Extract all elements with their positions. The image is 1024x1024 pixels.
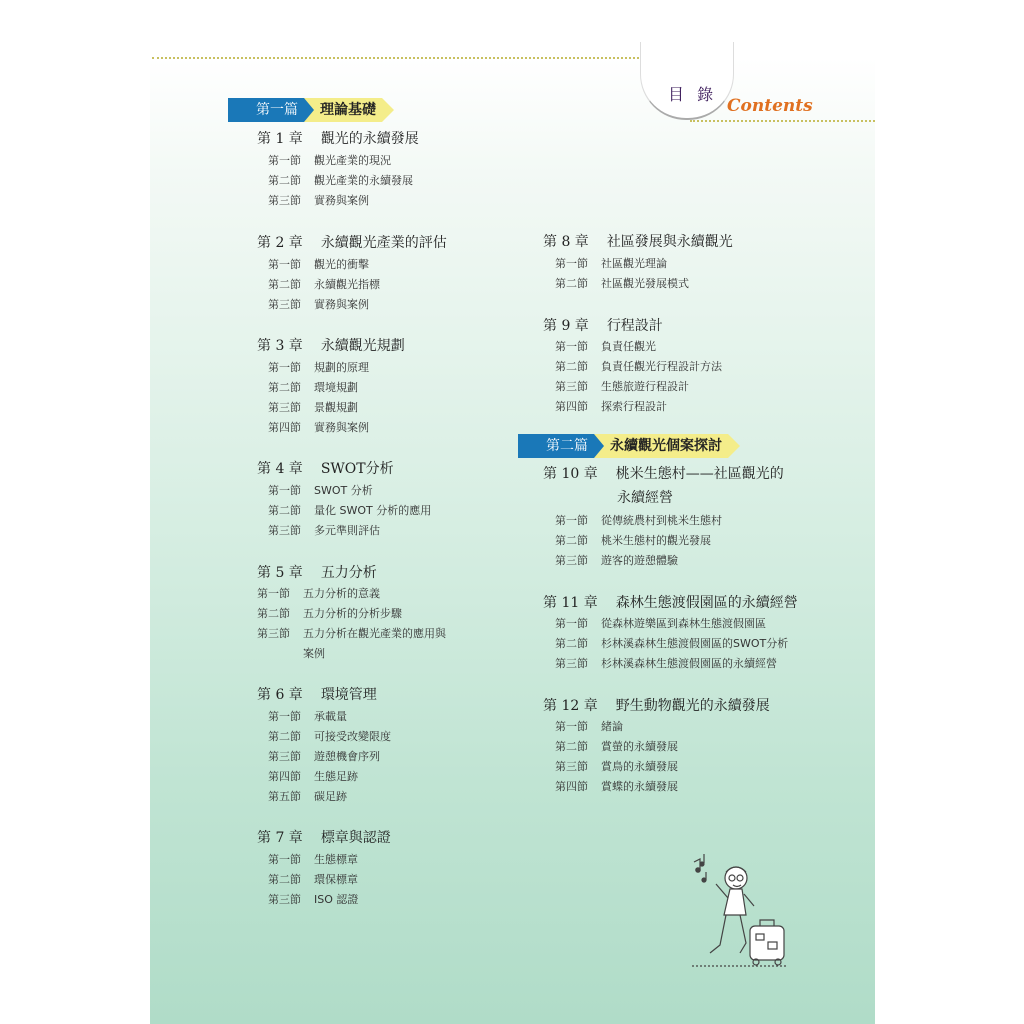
section-item[interactable] xyxy=(268,192,369,208)
section-title: 杉林溪森林生態渡假園區的SWOT分析 xyxy=(601,637,789,650)
section-item[interactable] xyxy=(555,718,623,734)
section-title: 實務與案例 xyxy=(314,421,369,434)
section-item[interactable] xyxy=(268,502,431,518)
section-label: 第一節 xyxy=(555,257,588,270)
section-title: 環境規劃 xyxy=(314,381,358,394)
section-title: 緒論 xyxy=(601,720,623,733)
section-item[interactable] xyxy=(268,359,369,375)
section-item[interactable] xyxy=(257,585,380,601)
section-title: 實務與案例 xyxy=(314,298,369,311)
section-label: 第三節 xyxy=(268,750,301,763)
traveler-illustration xyxy=(688,848,792,970)
section-title: 從森林遊樂區到森林生態渡假園區 xyxy=(601,617,766,630)
section-title: 生態旅遊行程設計 xyxy=(601,380,689,393)
dotted-border-right xyxy=(690,120,875,122)
section-label: 第三節 xyxy=(257,627,290,640)
section-label: 第一節 xyxy=(555,720,588,733)
section-label: 第三節 xyxy=(555,554,588,567)
chapter-number: 第 4 章 xyxy=(257,461,303,477)
chapter-number: 第 2 章 xyxy=(257,235,303,251)
section-item[interactable] xyxy=(268,296,369,312)
section-label: 第二節 xyxy=(555,637,588,650)
section-label: 第二節 xyxy=(555,534,588,547)
section-item[interactable] xyxy=(257,605,402,621)
section-label: 第二節 xyxy=(268,504,301,517)
section-item[interactable] xyxy=(555,398,667,414)
part-label: 第二篇 xyxy=(518,434,594,458)
section-item[interactable] xyxy=(268,871,358,887)
section-item[interactable] xyxy=(555,512,722,528)
section-title: 規劃的原理 xyxy=(314,361,369,374)
section-label: 第二節 xyxy=(268,174,301,187)
section-label: 第四節 xyxy=(555,400,588,413)
section-item[interactable] xyxy=(268,152,391,168)
section-item[interactable] xyxy=(268,748,380,764)
section-item[interactable] xyxy=(555,358,722,374)
section-item[interactable] xyxy=(268,708,347,724)
section-title: 社區觀光發展模式 xyxy=(601,277,689,290)
section-label: 第四節 xyxy=(268,770,301,783)
section-item[interactable] xyxy=(268,419,369,435)
chapter-12[interactable] xyxy=(543,695,770,715)
section-item[interactable] xyxy=(268,788,347,804)
section-label: 第三節 xyxy=(268,298,301,311)
section-title: 五力分析的分析步驟 xyxy=(303,607,402,620)
dotted-border-top xyxy=(152,57,687,59)
section-title: 承載量 xyxy=(314,710,347,723)
chapter-number: 第 11 章 xyxy=(543,595,598,611)
section-item[interactable] xyxy=(268,768,358,784)
section-item[interactable] xyxy=(268,276,380,292)
chapter-11[interactable] xyxy=(543,592,798,612)
section-title: 賞鳥的永續發展 xyxy=(601,760,678,773)
section-label: 第三節 xyxy=(268,401,301,414)
chapter-7[interactable] xyxy=(257,827,391,847)
section-label: 第一節 xyxy=(268,154,301,167)
section-label: 第一節 xyxy=(268,484,301,497)
chapter-8[interactable] xyxy=(543,231,733,251)
section-title: 負責任觀光行程設計方法 xyxy=(601,360,722,373)
section-label: 第三節 xyxy=(555,657,588,670)
section-label: 第一節 xyxy=(555,617,588,630)
chapter-title: 標章與認證 xyxy=(320,830,391,846)
section-label: 第三節 xyxy=(268,194,301,207)
section-title: 遊憩機會序列 xyxy=(314,750,380,763)
section-title-continued: 案例 xyxy=(303,647,325,660)
section-item[interactable] xyxy=(555,778,678,794)
section-title: 生態標章 xyxy=(314,853,358,866)
section-title: 探索行程設計 xyxy=(601,400,667,413)
section-label: 第二節 xyxy=(268,730,301,743)
chapter-1[interactable] xyxy=(257,128,419,148)
section-item[interactable] xyxy=(555,655,777,671)
part-name: 理論基礎 xyxy=(304,98,382,122)
chapter-number: 第 1 章 xyxy=(257,131,303,147)
section-label: 第三節 xyxy=(268,524,301,537)
section-item[interactable] xyxy=(555,635,788,651)
section-title: 可接受改變限度 xyxy=(314,730,391,743)
section-label: 第四節 xyxy=(268,421,301,434)
section-label: 第三節 xyxy=(555,760,588,773)
chapter-4[interactable] xyxy=(257,458,394,478)
section-item[interactable] xyxy=(555,255,667,271)
chapter-title: 觀光的永續發展 xyxy=(320,131,419,147)
section-item[interactable] xyxy=(257,625,446,641)
section-label: 第二節 xyxy=(268,873,301,886)
chapter-title: 環境管理 xyxy=(320,687,377,703)
chapter-10[interactable] xyxy=(543,463,784,483)
chapter-6[interactable] xyxy=(257,684,377,704)
toc-title-english: Contents xyxy=(727,96,813,116)
toc-title: 目 錄 xyxy=(668,85,718,104)
section-label: 第五節 xyxy=(268,790,301,803)
chapter-title: 行程設計 xyxy=(606,318,663,334)
section-item[interactable] xyxy=(268,256,369,272)
section-title: 觀光產業的現況 xyxy=(314,154,391,167)
section-title: 桃米生態村的觀光發展 xyxy=(601,534,711,547)
section-label: 第二節 xyxy=(555,740,588,753)
section-item[interactable] xyxy=(555,738,678,754)
section-item[interactable] xyxy=(268,379,358,395)
section-label: 第四節 xyxy=(555,780,588,793)
section-label: 第一節 xyxy=(268,258,301,271)
section-title: 五力分析的意義 xyxy=(303,587,380,600)
part-banner-1 xyxy=(228,98,382,122)
section-item[interactable] xyxy=(268,728,391,744)
chapter-9[interactable] xyxy=(543,315,663,335)
section-label: 第一節 xyxy=(268,853,301,866)
section-label: 第二節 xyxy=(268,381,301,394)
section-title: 生態足跡 xyxy=(314,770,358,783)
section-label: 第一節 xyxy=(555,514,588,527)
section-title: 景觀規劃 xyxy=(314,401,358,414)
section-item[interactable] xyxy=(555,532,711,548)
section-label: 第三節 xyxy=(555,380,588,393)
part-label: 第一篇 xyxy=(228,98,304,122)
chapter-title: 永續觀光規劃 xyxy=(320,338,405,354)
section-title: 杉林溪森林生態渡假園區的永續經營 xyxy=(601,657,777,670)
section-title: 碳足跡 xyxy=(314,790,347,803)
chapter-title: SWOT分析 xyxy=(320,461,394,477)
chapter-number: 第 12 章 xyxy=(543,698,598,714)
chapter-number: 第 6 章 xyxy=(257,687,303,703)
part-name: 永續觀光個案探討 xyxy=(594,434,728,458)
section-item[interactable] xyxy=(555,378,689,394)
section-label: 第二節 xyxy=(555,277,588,290)
section-label: 第二節 xyxy=(555,360,588,373)
section-item[interactable] xyxy=(555,615,766,631)
section-title: 賞螢的永續發展 xyxy=(601,740,678,753)
chapter-number: 第 3 章 xyxy=(257,338,303,354)
chapter-number: 第 10 章 xyxy=(543,466,598,482)
section-title: 從傳統農村到桃米生態村 xyxy=(601,514,722,527)
section-label: 第二節 xyxy=(268,278,301,291)
chapter-title: 野生動物觀光的永續發展 xyxy=(615,698,770,714)
chapter-title: 桃米生態村——社區觀光的 xyxy=(615,466,784,482)
section-item[interactable] xyxy=(555,552,678,568)
chapter-title: 五力分析 xyxy=(320,565,377,581)
chapter-number: 第 9 章 xyxy=(543,318,589,334)
chapter-title: 社區發展與永續觀光 xyxy=(606,234,733,250)
section-title: 觀光的衝擊 xyxy=(314,258,369,271)
section-label: 第三節 xyxy=(268,893,301,906)
chapter-title: 永續觀光產業的評估 xyxy=(320,235,447,251)
section-item[interactable] xyxy=(555,275,689,291)
section-label: 第一節 xyxy=(268,710,301,723)
section-item[interactable] xyxy=(268,482,373,498)
section-item[interactable] xyxy=(268,891,358,907)
section-title: SWOT 分析 xyxy=(314,484,373,497)
section-title: 實務與案例 xyxy=(314,194,369,207)
section-label: 第一節 xyxy=(555,340,588,353)
section-title: 量化 SWOT 分析的應用 xyxy=(314,504,432,517)
section-title: 環保標章 xyxy=(314,873,358,886)
section-title: ISO 認證 xyxy=(314,893,359,906)
chapter-title: 森林生態渡假園區的永續經營 xyxy=(615,595,798,611)
section-title: 遊客的遊憩體驗 xyxy=(601,554,678,567)
section-title: 負責任觀光 xyxy=(601,340,656,353)
section-label: 第一節 xyxy=(257,587,290,600)
chapter-number: 第 7 章 xyxy=(257,830,303,846)
section-item[interactable] xyxy=(268,172,413,188)
section-title: 賞蝶的永續發展 xyxy=(601,780,678,793)
section-item[interactable] xyxy=(268,851,358,867)
chapter-number: 第 8 章 xyxy=(543,234,589,250)
section-item[interactable] xyxy=(268,399,358,415)
section-title: 五力分析在觀光產業的應用與 xyxy=(303,627,446,640)
chapter-3[interactable] xyxy=(257,335,405,355)
chapter-5[interactable] xyxy=(257,562,377,582)
section-title: 社區觀光理論 xyxy=(601,257,667,270)
section-label: 第一節 xyxy=(268,361,301,374)
chapter-title-continued: 永續經營 xyxy=(617,490,673,506)
section-label: 第二節 xyxy=(257,607,290,620)
section-title: 觀光產業的永續發展 xyxy=(314,174,413,187)
section-title: 永續觀光指標 xyxy=(314,278,380,291)
section-title: 多元準則評估 xyxy=(314,524,380,537)
section-item[interactable] xyxy=(268,522,380,538)
chapter-2[interactable] xyxy=(257,232,447,252)
section-item[interactable] xyxy=(555,758,678,774)
section-item[interactable] xyxy=(555,338,656,354)
part-banner-2 xyxy=(518,434,728,458)
chapter-number: 第 5 章 xyxy=(257,565,303,581)
